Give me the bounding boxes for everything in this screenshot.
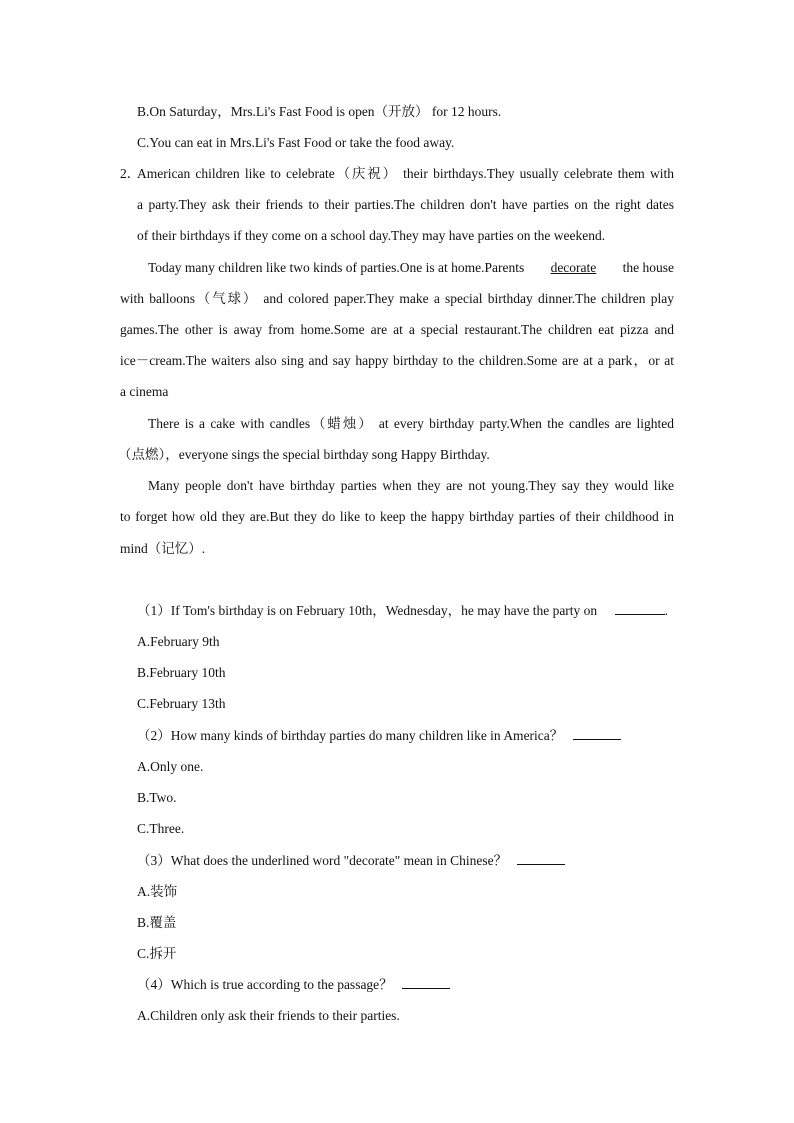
passage-p3-line-1: There is a cake with candles（蜡烛） at every birthday party.When the candles are lighted	[148, 416, 674, 431]
passage-p2-line-2: with balloons（气球） and colored paper.They make a special birthday dinner.The children play	[120, 291, 674, 306]
passage-p2-text-before: Today many children like two kinds of parties.One is at home.Parents	[148, 260, 525, 275]
passage-p3-line-2: （点燃），everyone sings the special birthday song Happy Birthday.	[118, 447, 490, 462]
answer-blank-3[interactable]	[517, 852, 565, 865]
answer-blank-2[interactable]	[573, 727, 621, 740]
q1-option-a: A.February 9th	[137, 634, 220, 649]
question-2-stem: （2）How many kinds of birthday parties do many children like in America？	[137, 728, 564, 743]
q3-option-c: C.拆开	[137, 946, 177, 961]
question-2	[137, 727, 621, 745]
question-1	[137, 602, 668, 620]
q2-option-c: C.Three.	[137, 821, 185, 836]
q3-option-b: B.覆盖	[137, 915, 177, 930]
question-3	[137, 852, 565, 870]
passage-p4-line-2: to forget how old they are.But they do like to keep the happy birthday parties of their childhood in	[120, 509, 674, 524]
q4-option-a: A.Children only ask their friends to their parties.	[137, 1008, 400, 1023]
passage-p1-line-2: a party.They ask their friends to their parties.The children don't have parties on the right dates	[137, 197, 674, 212]
passage-p2-line-4: ice－cream.The waiters also sing and say happy birthday to the children.Some are at a park，or at	[120, 353, 674, 368]
passage-p4-line-1: Many people don't have birthday parties when they are not young.They say they would like	[148, 478, 674, 493]
question-4-stem: （4）Which is true according to the passage？	[137, 977, 393, 992]
question-4	[137, 976, 450, 994]
passage-p1-line-3: of their birthdays if they come on a school day.They may have parties on the weekend.	[137, 228, 606, 243]
passage-p2-line-3: games.The other is away from home.Some are at a special restaurant.The children eat pizza and	[120, 322, 674, 337]
option-c-previous: C.You can eat in Mrs.Li's Fast Food or take the food away.	[137, 135, 455, 150]
passage-p1-line-1: American children like to celebrate（庆祝） their birthdays.They usually celebrate them with	[137, 166, 674, 181]
q3-option-a: A.装饰	[137, 884, 178, 899]
passage-p4-line-3: mind（记忆）.	[120, 541, 206, 556]
q1-option-b: B.February 10th	[137, 665, 226, 680]
passage-p2-text-after: the house	[622, 260, 674, 275]
option-b-previous: B.On Saturday，Mrs.Li's Fast Food is open（开放） for 12 hours.	[137, 104, 502, 119]
question-1-end: .	[664, 603, 668, 618]
answer-blank-4[interactable]	[402, 976, 450, 989]
q2-option-b: B.Two.	[137, 790, 177, 805]
q1-option-c: C.February 13th	[137, 696, 226, 711]
question-1-stem: （1）If Tom's birthday is on February 10th，Wednesday，he may have the party on	[137, 603, 598, 618]
question-number: 2．	[120, 166, 141, 181]
passage-p2-line-1	[148, 259, 674, 277]
q2-option-a: A.Only one.	[137, 759, 204, 774]
answer-blank-1[interactable]	[615, 602, 665, 615]
question-3-stem: （3）What does the underlined word "decorate" mean in Chinese？	[137, 853, 508, 868]
passage-p2-line-5: a cinema	[120, 384, 169, 399]
underlined-word-decorate: decorate	[550, 260, 597, 275]
